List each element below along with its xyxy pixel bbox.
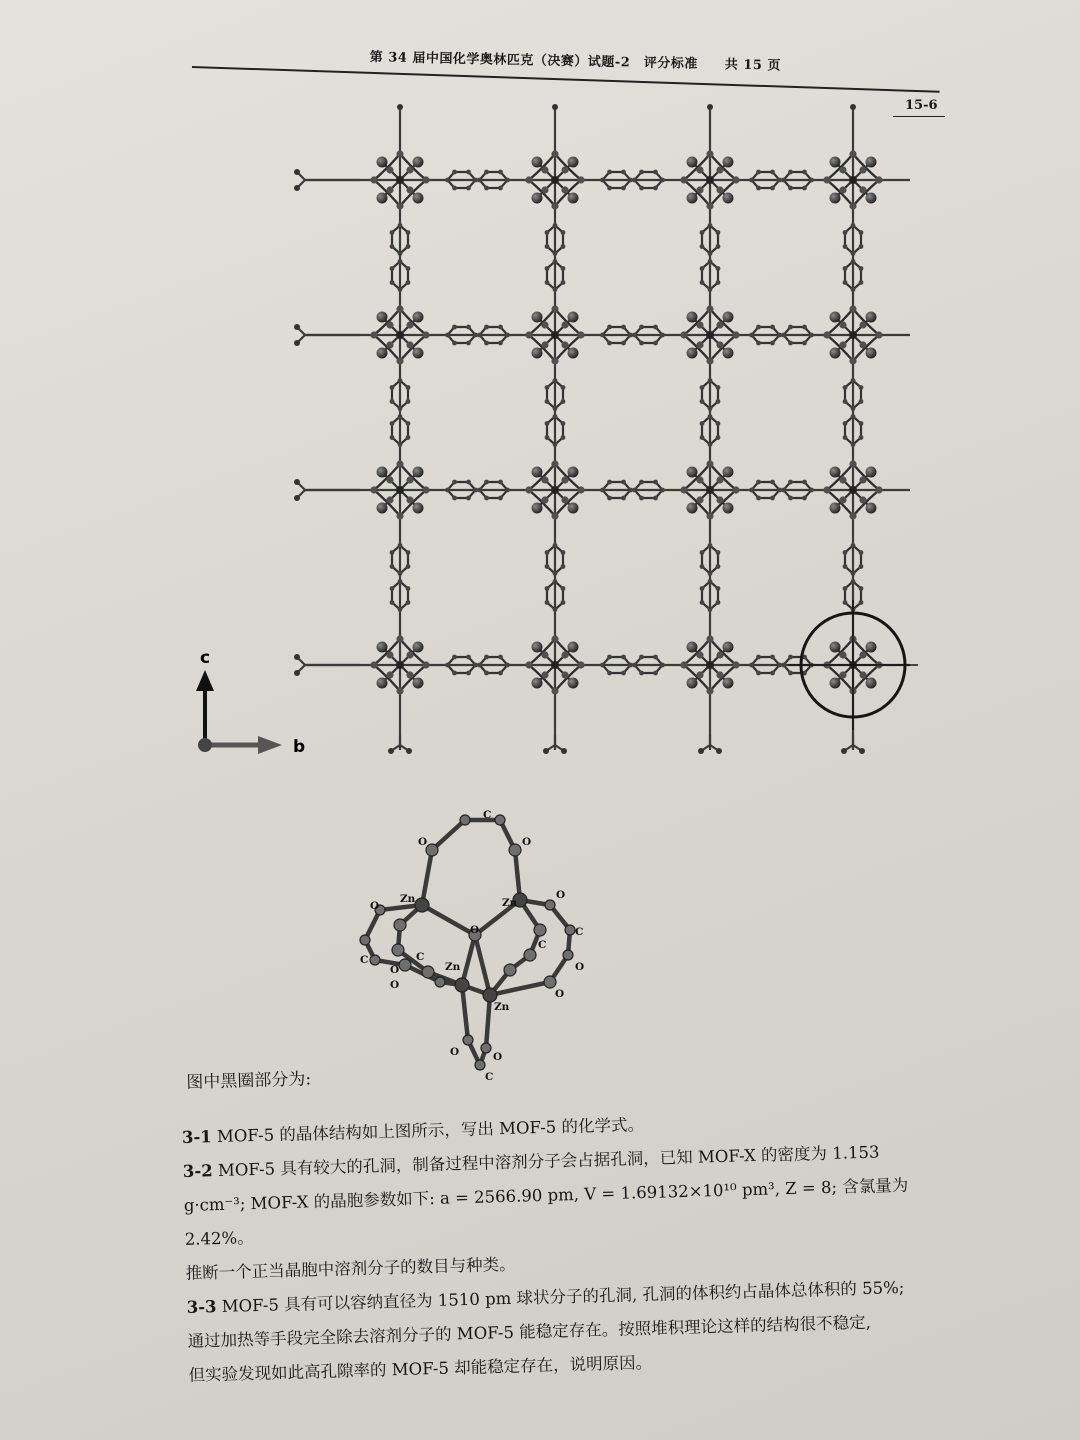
highlight-circle bbox=[788, 600, 918, 730]
question-text bbox=[180, 1046, 969, 1393]
cluster-label: Zn bbox=[502, 897, 518, 909]
mof5-lattice-figure bbox=[190, 95, 930, 765]
page-number: 15-6 bbox=[905, 98, 938, 113]
cluster-label: C bbox=[416, 951, 425, 963]
cluster-label: O bbox=[493, 1051, 503, 1063]
question-number: 3-2 bbox=[182, 1161, 213, 1181]
lattice-network bbox=[294, 104, 910, 754]
cluster-label: Zn bbox=[494, 1001, 510, 1013]
axis-indicator bbox=[196, 648, 305, 757]
question-line: g·cm⁻³; MOF-X 的晶胞参数如下: a = 2566.90 pm, V = 1.69132×10¹⁰ pm³, Z = 8; 含氯量为 2.42%。 bbox=[183, 1175, 909, 1249]
cluster-label: O bbox=[390, 979, 400, 991]
cluster-label: O bbox=[418, 836, 428, 848]
question-line: 通过加热等手段完全除去溶剂分子的 MOF-5 能稳定存在。按照堆积理论这样的结构很不稳定, bbox=[187, 1312, 872, 1351]
cluster-label: O bbox=[556, 889, 566, 901]
question-number: 3-1 bbox=[181, 1127, 213, 1147]
axis-right-arrow bbox=[258, 736, 282, 754]
figure-caption: 图中黑圈部分为: bbox=[186, 1069, 312, 1093]
cluster-label: O bbox=[470, 924, 480, 936]
zn4o-cluster-figure bbox=[350, 810, 620, 1085]
axis-up-label: c bbox=[200, 648, 211, 668]
cluster-label: O bbox=[555, 988, 565, 1000]
header-rule bbox=[192, 66, 940, 93]
cluster-label: C bbox=[483, 810, 492, 821]
question-line: 但实验发现如此高孔隙率的 MOF-5 却能稳定存在，说明原因。 bbox=[188, 1352, 653, 1385]
cluster-label: C bbox=[360, 954, 369, 966]
cluster-label: C bbox=[538, 939, 547, 951]
cluster-label: O bbox=[370, 900, 380, 912]
cluster-label: C bbox=[575, 926, 584, 938]
cluster-label: O bbox=[575, 961, 585, 973]
header-title: 第 34 届中国化学奥林匹克（决赛）试题-2 评分标准 共 15 页 bbox=[369, 49, 782, 74]
axis-up-arrow bbox=[196, 670, 214, 691]
cluster-label: Zn bbox=[445, 961, 461, 973]
cluster-label: Zn bbox=[400, 893, 416, 905]
cluster-label: O bbox=[522, 836, 532, 848]
cluster-label: O bbox=[450, 1046, 460, 1058]
question-number: 3-3 bbox=[186, 1297, 217, 1317]
question-line: MOF-5 具有较大的孔洞，制备过程中溶剂分子会占据孔洞，已知 MOF-X 的密度为 1.153 bbox=[212, 1142, 880, 1181]
axis-right-label: b bbox=[293, 737, 306, 757]
question-line: MOF-5 具有可以容纳直径为 1510 pm 球状分子的孔洞, 孔洞的体积约占晶体总体积的 55%; bbox=[216, 1277, 905, 1317]
cluster-label: O bbox=[390, 964, 400, 976]
question-line: MOF-5 的晶体结构如上图所示，写出 MOF-5 的化学式。 bbox=[211, 1115, 645, 1147]
cluster-label: C bbox=[485, 1071, 494, 1083]
question-line: 推断一个正当晶胞中溶剂分子的数目与种类。 bbox=[185, 1254, 516, 1283]
